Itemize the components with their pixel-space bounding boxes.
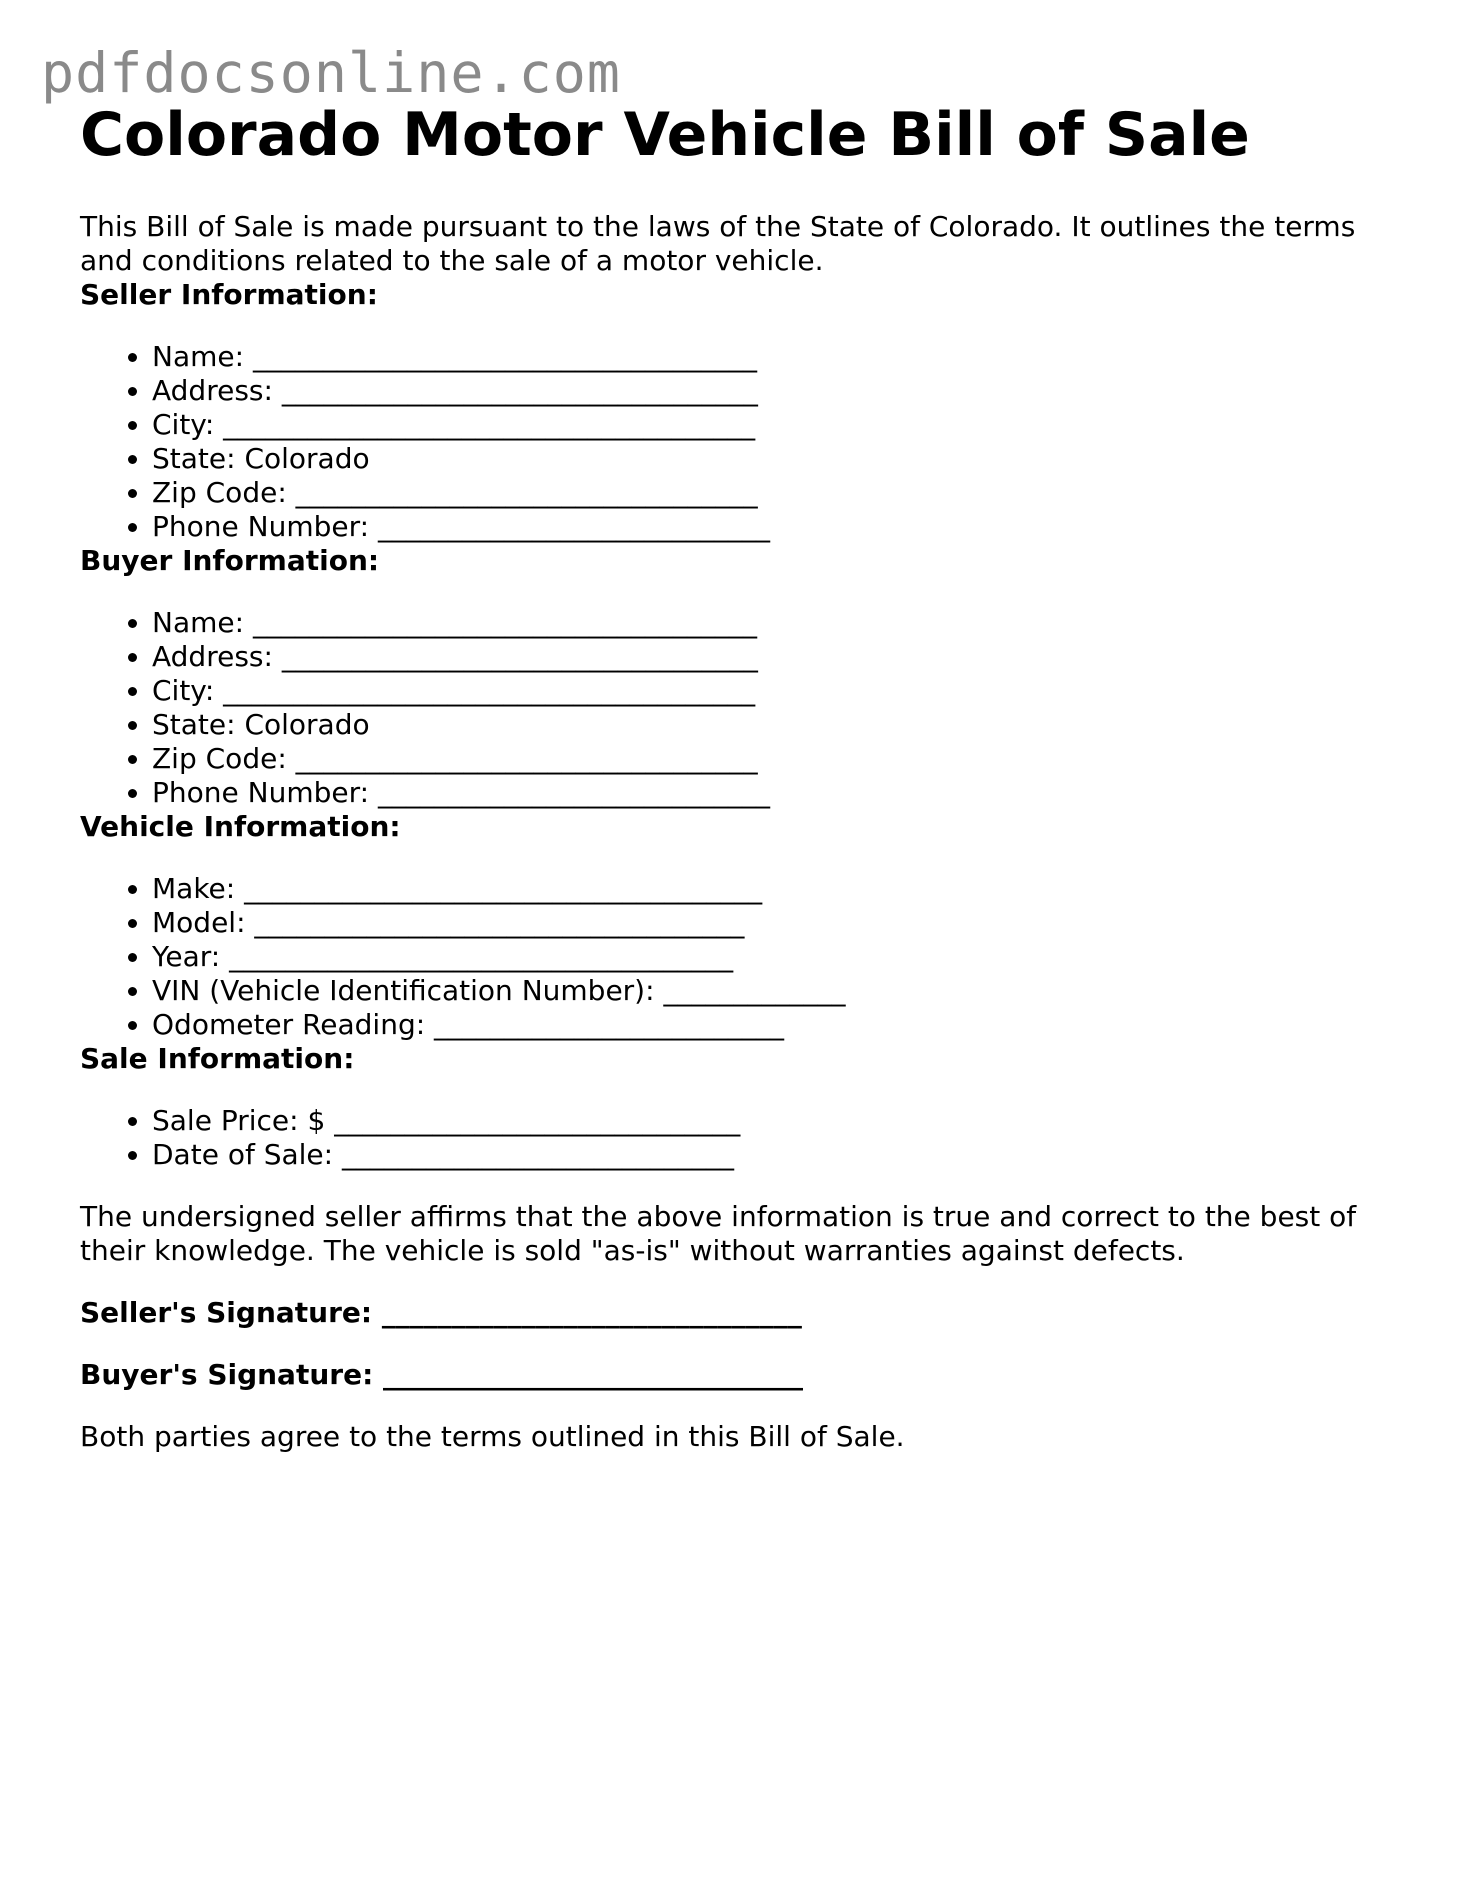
affirmation-paragraph: The undersigned seller affirms that the above information is true and correct to the best of their knowledge. The vehicle is sold "as-is" without warranties against defects. — [80, 1200, 1357, 1267]
buyer-signature-line: Buyer's Signature: ______________________________ — [80, 1358, 804, 1391]
seller-phone-field: • Phone Number: ____________________________ — [152, 510, 1390, 544]
buyer-state-field: • State: Colorado — [152, 708, 1390, 742]
sale-fields-list — [80, 1104, 1390, 1172]
vehicle-vin-field: • VIN (Vehicle Identification Number): _____________ — [152, 974, 1390, 1008]
seller-section-heading: Seller Information: — [80, 278, 378, 311]
buyer-section-heading: Buyer Information: — [80, 544, 380, 577]
closing-paragraph: Both parties agree to the terms outlined in this Bill of Sale. — [80, 1420, 905, 1453]
seller-fields-list — [80, 340, 1390, 544]
seller-name-field: • Name: ____________________________________ — [152, 340, 1390, 374]
document-body — [80, 210, 1390, 1454]
buyer-name-field: • Name: ____________________________________ — [152, 606, 1390, 640]
vehicle-odometer-field: • Odometer Reading: _________________________ — [152, 1008, 1390, 1042]
sale-section-heading: Sale Information: — [80, 1042, 355, 1075]
sale-date-field: • Date of Sale: ____________________________ — [152, 1138, 1390, 1172]
watermark-text: pdfdocsonline.com — [41, 41, 621, 105]
intro-paragraph: This Bill of Sale is made pursuant to the laws of the State of Colorado. It outlines the terms and conditions related to the sale of a motor vehicle. — [80, 210, 1356, 277]
seller-state-field: • State: Colorado — [152, 442, 1390, 476]
seller-zip-field: • Zip Code: _________________________________ — [152, 476, 1390, 510]
sale-price-field: • Sale Price: $ _____________________________ — [152, 1104, 1390, 1138]
buyer-fields-list — [80, 606, 1390, 810]
vehicle-fields-list — [80, 872, 1390, 1042]
seller-city-field: • City: ______________________________________ — [152, 408, 1390, 442]
buyer-zip-field: • Zip Code: _________________________________ — [152, 742, 1390, 776]
vehicle-model-field: • Model: ___________________________________ — [152, 906, 1390, 940]
buyer-address-field: • Address: __________________________________ — [152, 640, 1390, 674]
vehicle-make-field: • Make: _____________________________________ — [152, 872, 1390, 906]
page-title: Colorado Motor Vehicle Bill of Sale — [80, 100, 1250, 170]
vehicle-year-field: • Year: ____________________________________ — [152, 940, 1390, 974]
vehicle-section-heading: Vehicle Information: — [80, 810, 401, 843]
seller-address-field: • Address: __________________________________ — [152, 374, 1390, 408]
buyer-phone-field: • Phone Number: ____________________________ — [152, 776, 1390, 810]
buyer-city-field: • City: ______________________________________ — [152, 674, 1390, 708]
seller-signature-line: Seller's Signature: ______________________________ — [80, 1296, 802, 1329]
